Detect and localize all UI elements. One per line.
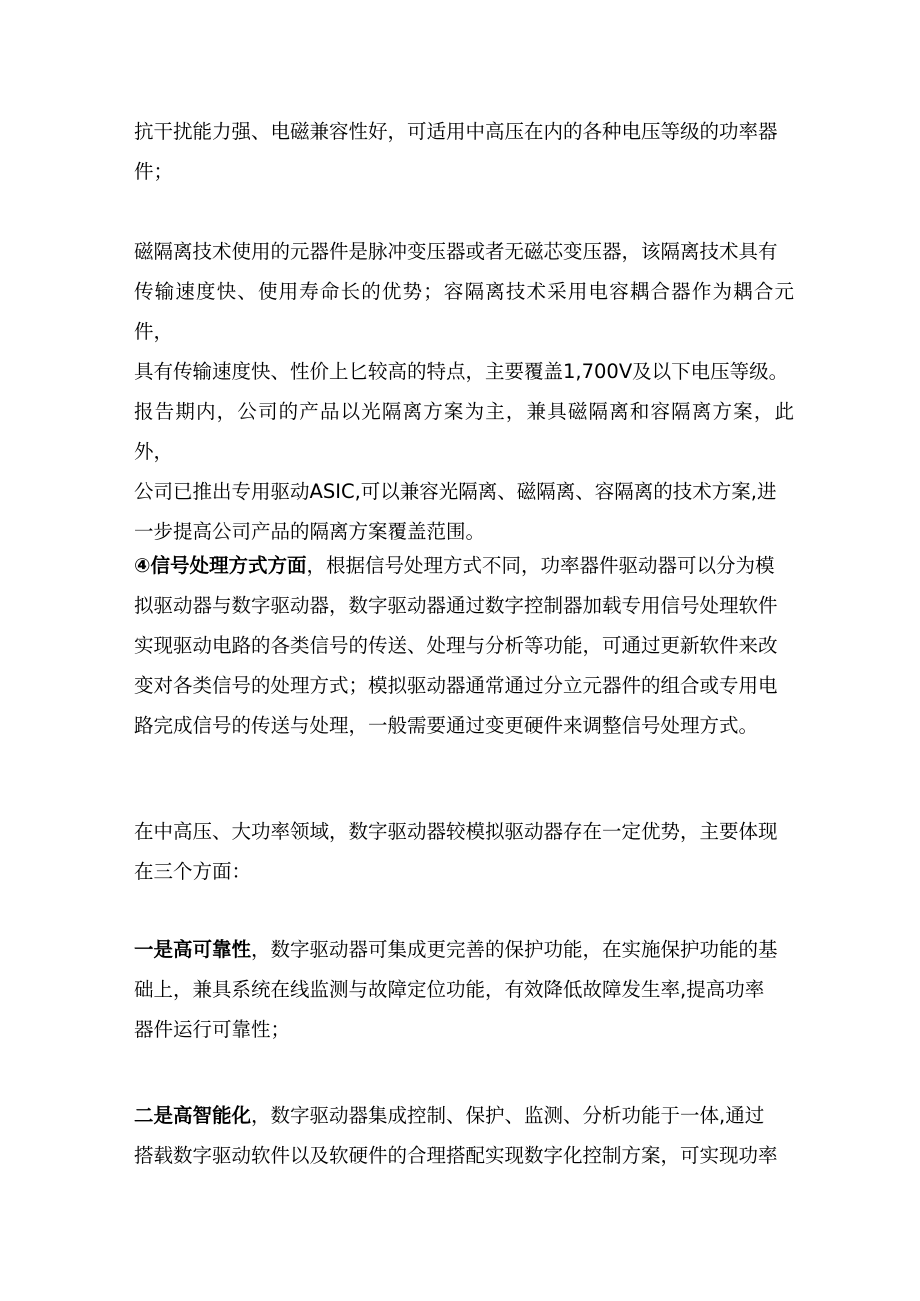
line: 器件运行可靠性；	[134, 1018, 291, 1041]
paragraph-advantages	[134, 812, 794, 892]
line: 拟驱动器与数字驱动器，数字驱动器通过数字控制器加载专用信号处理软件	[134, 594, 778, 617]
paragraph-intelligence	[134, 1096, 794, 1176]
line: 公司已推出专用驱动ASIC,可以兼容光隔离、磁隔离、容隔离的技术方案,进	[134, 480, 777, 503]
line: 件；	[134, 160, 174, 183]
line: ，根据信号处理方式不同，功率器件驱动器可以分为模	[306, 554, 775, 577]
paragraph-heading: 二是高智能化	[134, 1104, 252, 1127]
paragraph-isolation	[134, 232, 794, 552]
line: 路完成信号的传送与处理，一般需要通过变更硬件来调整信号处理方式。	[134, 714, 759, 737]
line: 抗干扰能力强、电磁兼容性好，可适用中高压在内的各种电压等级的功率器	[134, 120, 778, 143]
line: 变对各类信号的处理方式；模拟驱动器通常通过分立元器件的组合或专用电	[134, 674, 778, 697]
line: 实现驱动电路的各类信号的传送、处理与分析等功能，可通过更新软件来改	[134, 634, 778, 657]
line: ，数字驱动器集成控制、保护、监测、分析功能于一体,通过	[251, 1104, 765, 1127]
line: 搭载数字驱动软件以及软硬件的合理搭配实现数字化控制方案，可实现功率	[134, 1144, 778, 1167]
line: 础上，兼具系统在线监测与故障定位功能，有效降低故障发生率,提高功率	[134, 978, 765, 1001]
paragraph-heading: ④信号处理方式方面	[134, 554, 307, 577]
line: 在三个方面：	[134, 860, 252, 883]
line: 传输速度快、使用寿命长的优势；容隔离技术采用电容耦合器作为耦合元件，	[134, 280, 794, 343]
line: 在中高压、大功率领域，数字驱动器较模拟驱动器存在一定优势，主要体现	[134, 820, 778, 843]
paragraph-signal-processing	[134, 546, 794, 746]
line: 报告期内，公司的产品以光隔离方案为主，兼具磁隔离和容隔离方案，此外，	[134, 400, 794, 463]
line: ，数字驱动器可集成更完善的保护功能，在实施保护功能的基	[251, 938, 778, 961]
paragraph-heading: 一是高可靠性	[134, 938, 252, 961]
line: 磁隔离技术使用的元器件是脉冲变压器或者无磁芯变压器，该隔离技术具有	[134, 240, 778, 263]
line: 一步提高公司产品的隔离方案覆盖范围。	[134, 520, 486, 543]
paragraph-reliability	[134, 930, 794, 1050]
line: 具有传输速度快、性价上匕较高的特点，主要覆盖1,700V及以下电压等级。	[134, 360, 789, 383]
paragraph-interference	[134, 112, 794, 192]
